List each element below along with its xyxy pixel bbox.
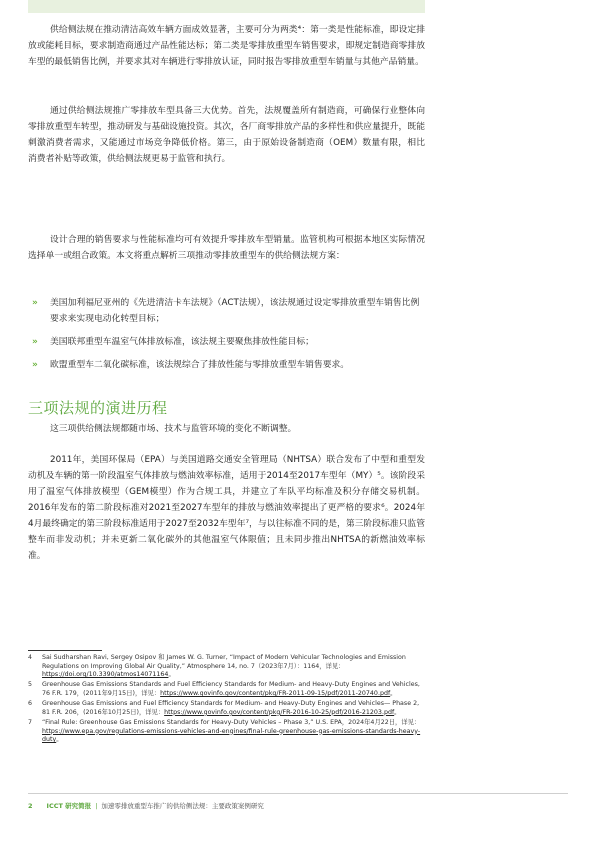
footnote-divider: [28, 650, 102, 651]
footer-divider: [28, 793, 568, 794]
footer-separator: |: [95, 802, 98, 810]
footnote-tail: 。: [390, 689, 397, 697]
footnote-number: 4: [28, 654, 33, 661]
footnote-tail: 。: [168, 671, 175, 679]
footnote-link[interactable]: https://www.govinfo.gov/content/pkg/FR-2016-10-25/pdf/2016-21203.pdf: [164, 708, 395, 716]
section-intro: [28, 421, 425, 437]
paragraph-advantages: [28, 103, 425, 167]
footnote-item: [28, 719, 428, 745]
footnote-text: “Final Rule: Greenhouse Gas Emissions Standards for Heavy-Duty Vehicles – Phase 3,” U.S. EPA，2024年4月22日，详见：: [42, 718, 421, 726]
chevron-bullet-icon: »: [32, 337, 38, 347]
paragraph-text: 设计合理的销售要求与性能标准均可有效提升零排放车型销量。监管机构可根据本地区实际情况选择单一或组合政策。本文将重点解析三项推动零排放重型车的供给侧法规方案：: [28, 235, 425, 261]
footnote-item: [28, 681, 428, 698]
footnote-tail: 。: [394, 708, 401, 716]
paragraph-text: 这三项供给侧法规都随市场、技术与监管环境的变化不断调整。: [50, 424, 297, 434]
footnote-link[interactable]: https://doi.org/10.3390/atmos14071164: [42, 671, 169, 679]
footnote-link[interactable]: https://www.epa.gov/regulations-emissions-vehicles-and-engines/final-rule-greenhouse-gas-emissions-standards-heavy-duty: [42, 727, 421, 744]
list-item: [28, 334, 425, 350]
footnote-item: [28, 700, 428, 717]
paragraph-epa-history: [28, 452, 425, 564]
footnote-text: Sai Sudharshan Ravi, Sergey Osipov 和 James W. G. Turner, “Impact of Modern Vehicular Technologies and Emission Regulations on Improving Global Air Quality,” Atmosphere 14, no. 7（2023年7月）：1164，详见：: [42, 654, 406, 670]
paragraph-text: 供给侧法规在推动清洁高效车辆方面成效显著，主要可分为两类⁴：第一类是性能标准，即设定排放或能耗目标，要求制造商通过产品性能达标；第二类是零排放重型车销售要求，即规定制造商零排放车型的最低销售比例，并要求其对车辆进行零排放认证，同时报告零排放重型车销量与其他产品销量。: [28, 25, 425, 67]
paragraph-text: 2011年，美国环保局（EPA）与美国道路交通安全管理局（NHTSA）联合发布了中型和重型发动机及车辆的第一阶段温室气体排放与燃油效率标准，适用于2014至2017车型年（MY）⁵。该阶段采用了温室气体排放模型（GEM模型）作为合规工具，并建立了车队平均标准及积分存储交易机制。2016年发布的第二阶段标准对2021至2027车型年的排放与燃油效率提出了更严格的要求⁶。2024年4月最终确定的第三阶段标准适用于2027至2032车型年⁷，与以往标准不同的是，第三阶段标准只监管整车而非发动机；并未更新二氧化碳外的其他温室气体限值；且未同步推出NHTSA的新燃油效率标准。: [28, 455, 425, 561]
chevron-bullet-icon: »: [32, 298, 38, 308]
paragraph-text: 通过供给侧法规推广零排放车型具备三大优势。首先，法规覆盖所有制造商，可确保行业整体向零排放重型车转型，推动研发与基础设施投资。其次，各厂商零排放产品的多样性和供应量提升，既能刺激消费者需求，又能通过市场竞争降低价格。第三，由于原始设备制造商（OEM）数量有限，相比消费者补贴等政策，供给侧法规更易于监管和执行。: [28, 106, 425, 164]
footnote-item: [28, 654, 428, 680]
footnote-text: Greenhouse Gas Emissions and Fuel Efficiency Standards for Medium- and Heavy-Duty Engines and Vehicles— Phase 2, 81 F.R. 206，(2016年10月25日)，详见：: [42, 700, 420, 716]
footnote-tail: 。: [56, 736, 63, 744]
section-heading: 三项法规的演进历程: [28, 399, 168, 417]
list-item: [28, 295, 425, 327]
list-item-text: 美国联邦重型车温室气体排放标准，该法规主要聚焦排放性能目标；: [50, 337, 314, 347]
regulation-bullet-list: [28, 295, 425, 380]
list-item-text: 欧盟重型车二氧化碳标准，该法规综合了排放性能与零排放重型车销售要求。: [50, 360, 350, 370]
footnote-list: [28, 654, 428, 746]
page-number: 2: [28, 802, 33, 810]
paragraph-supply-side-intro: [28, 22, 425, 70]
footer-series-label: ICCT 研究简报: [46, 802, 92, 810]
footnote-text: Greenhouse Gas Emissions Standards and Fuel Efficiency Standards for Medium- and Heavy-Duty Engines and Vehicles, 76 F.R. 179，(2011年9月15日)，详见：: [42, 681, 420, 697]
footnote-link[interactable]: https://www.govinfo.gov/content/pkg/FR-2011-09-15/pdf/2011-20740.pdf: [160, 689, 391, 697]
footnote-number: 5: [28, 681, 33, 689]
page-footer: [28, 801, 264, 810]
list-item: [28, 357, 425, 373]
paragraph-policy-design: [28, 232, 425, 264]
footer-report-title: 加速零排放重型车推广的供给侧法规：主要政策案例研究: [101, 802, 264, 810]
chevron-bullet-icon: »: [32, 360, 38, 370]
footnote-number: 7: [28, 718, 33, 726]
top-banner-bar: [28, 0, 425, 13]
list-item-text: 美国加利福尼亚州的《先进清洁卡车法规》（ACT法规），该法规通过设定零排放重型车销售比例要求来实现电动化转型目标；: [50, 298, 420, 324]
footnote-number: 6: [28, 700, 33, 708]
